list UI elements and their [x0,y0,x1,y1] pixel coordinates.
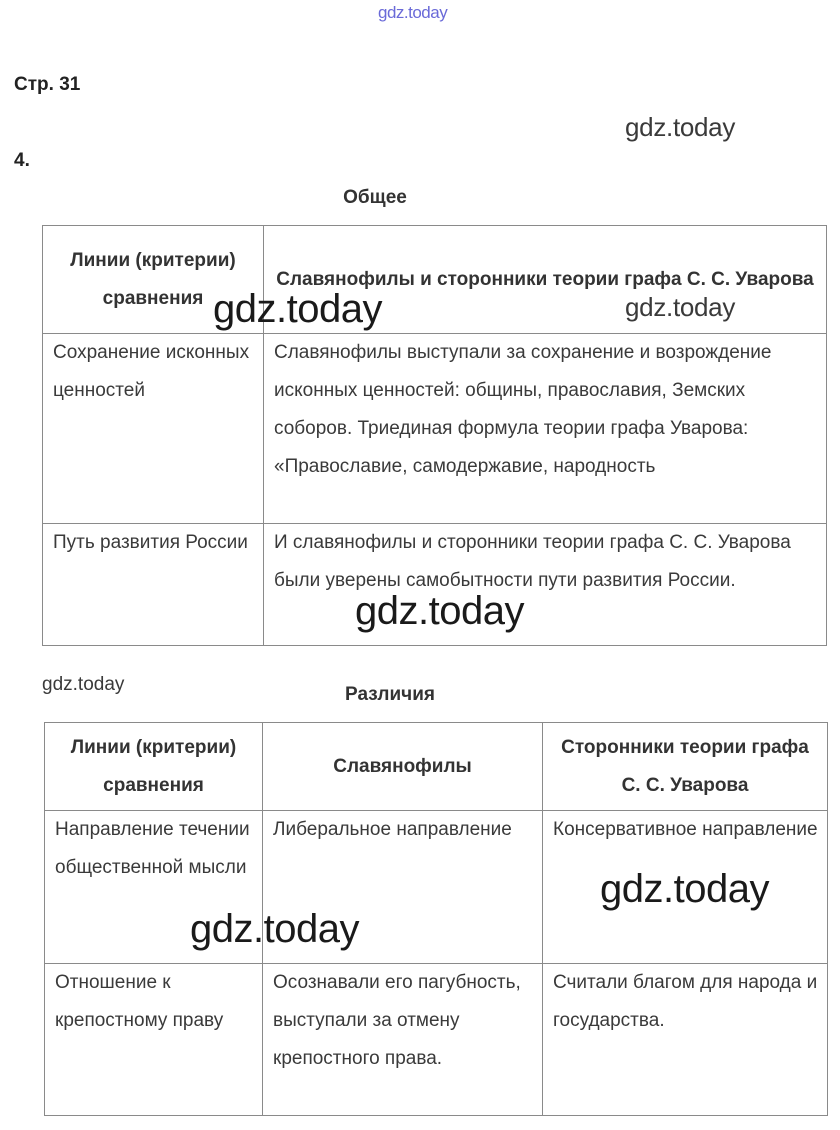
common-table [42,225,827,646]
watermark-top: gdz.today [378,3,448,22]
row-criterion: Направление течении общественной мысли [45,811,263,964]
row-slavophiles: Осознавали его пагубность, выступали за отмену крепостного права. [263,964,543,1116]
differences-section-title: Различия [345,684,435,705]
table-header-row [45,723,828,811]
row-slavophiles: Либеральное направление [263,811,543,964]
differences-table [44,722,828,1116]
task-number: 4. [14,150,30,171]
row-criterion: Путь развития России [43,524,264,646]
row-uvarov: Консервативное направление [543,811,828,964]
watermark: gdz.today [625,292,736,322]
header-criterion: Линии (критерии) сравнения [45,723,263,811]
page-reference: Стр. 31 [14,74,81,95]
common-section-title: Общее [343,187,407,208]
table-row [45,964,828,1116]
watermark: gdz.today [213,287,382,331]
header-criterion: Линии (критерии) сравнения [43,226,264,334]
row-text: Славянофилы выступали за сохранение и возрождение исконных ценностей: общины, православия, Земских соборов. Триединая формула теории графа Уварова: «Православие, самодержавие, народность [264,334,827,524]
row-criterion: Сохранение исконных ценностей [43,334,264,524]
header-slavophiles: Славянофилы [263,723,543,811]
row-text: И славянофилы и сторонники теории графа С. С. Уварова были уверены самобытности пути развития России. [264,524,827,646]
table-row [43,334,827,524]
watermark: gdz.today [355,589,524,633]
row-criterion: Отношение к крепостному праву [45,964,263,1116]
watermark: gdz.today [600,867,769,911]
watermark: gdz.today [42,674,125,695]
header-common: Славянофилы и сторонники теории графа С. С. Уварова [264,226,827,334]
watermark: gdz.today [190,907,359,951]
header-uvarov: Сторонники теории графа С. С. Уварова [543,723,828,811]
watermark: gdz.today [625,112,736,142]
row-uvarov: Считали благом для народа и государства. [543,964,828,1116]
